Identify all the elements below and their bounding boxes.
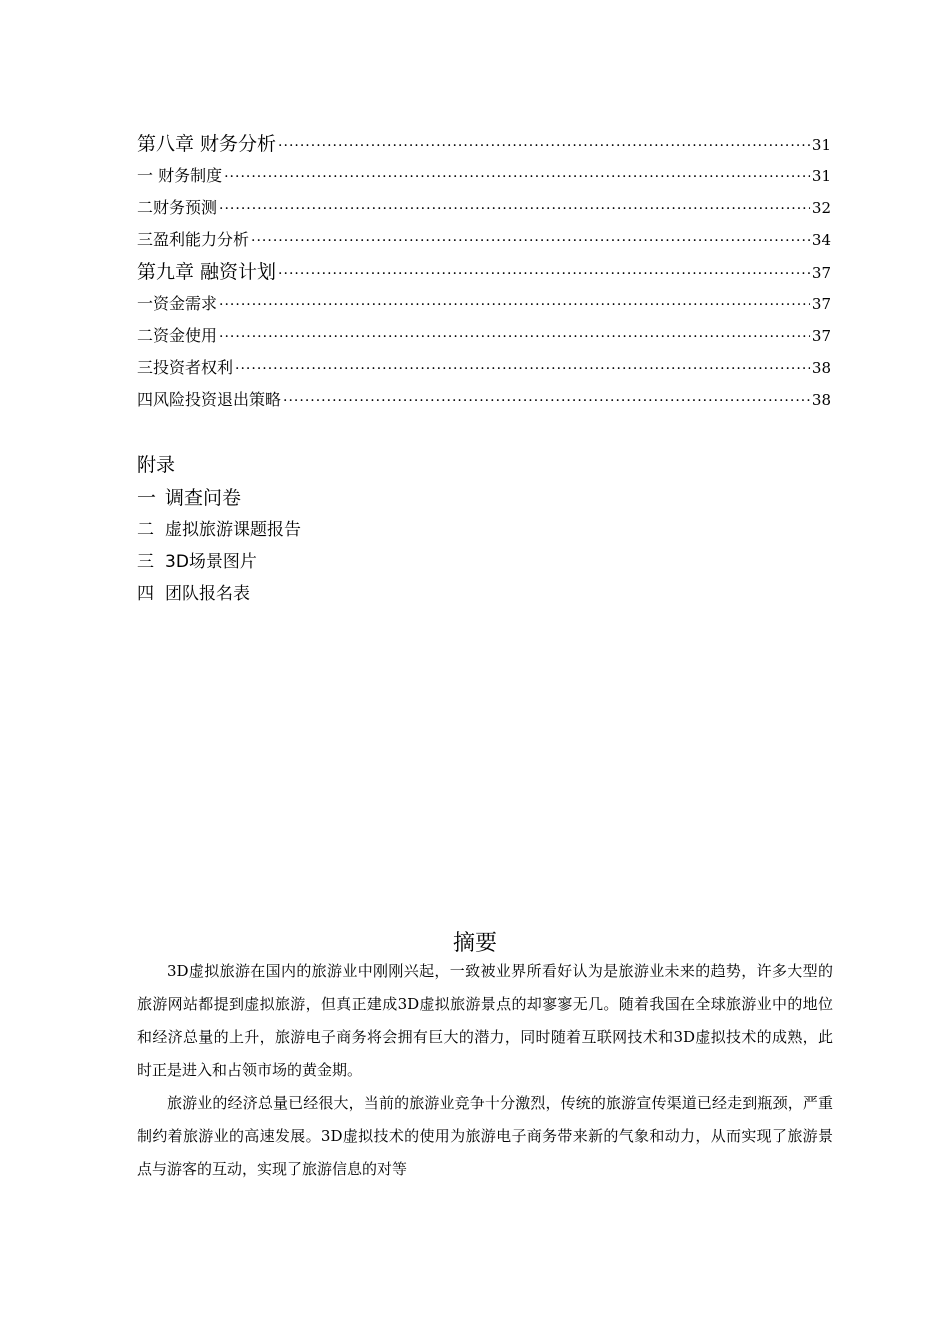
abstract-paragraph: 旅游业的经济总量已经很大，当前的旅游业竞争十分激烈，传统的旅游宣传渠道已经走到瓶颈，严重制约着旅游业的高速发展。3D虚拟技术的使用为旅游电子商务带来新的气象和动力，从而实现了旅游景点与游客的互动，实现了旅游信息的对等 [137,1094,833,1178]
toc-entry[interactable] [137,288,831,320]
appendix-item[interactable] [137,546,301,578]
appendix-item[interactable] [137,514,301,546]
toc-entry-page: 31 [811,167,831,185]
toc-entry[interactable] [137,160,831,192]
toc-entry[interactable] [137,320,831,352]
abstract-body [137,955,833,1186]
abstract-title: 摘要 [452,931,497,957]
toc-entry-title: 三盈利能力分析 [137,230,250,249]
toc-entry-page: 37 [811,264,831,282]
toc-leader-dots [235,353,810,384]
appendix-item-label: 调查问卷 [165,487,242,509]
appendix-item[interactable] [137,482,301,514]
toc-entry[interactable] [137,224,831,256]
abstract-paragraph: 3D虚拟旅游在国内的旅游业中刚刚兴起，一致被业界所看好认为是旅游业未来的趋势，许多大型的旅游网站都提到虚拟旅游，但真正建成3D虚拟旅游景点的却寥寥无几。随着我国在全球旅游业中的地位和经济总量的上升，旅游电子商务将会拥有巨大的潜力，同时随着互联网技术和3D虚拟技术的成熟，此时正是进入和占领市场的黄金期。 [137,962,833,1079]
toc-entry-title: 四风险投资退出策略 [137,390,282,409]
toc-entry-page: 31 [811,136,831,154]
toc-entry-title: 二财务预测 [137,198,218,217]
toc-entry-page: 38 [811,359,831,377]
toc-leader-dots [219,193,810,224]
toc-entry-title: 第八章 财务分析 [137,133,277,155]
toc-entry-page: 37 [811,327,831,345]
appendix-item[interactable] [137,578,301,610]
toc-leader-dots [251,225,810,256]
appendix-item-number: 三 [137,552,154,572]
appendix-item-number: 二 [137,520,154,540]
toc-entry[interactable] [137,384,831,416]
table-of-contents [137,128,831,416]
toc-entry-title: 一 财务制度 [137,166,223,185]
toc-leader-dots [278,258,810,288]
toc-entry-page: 32 [811,199,831,217]
toc-leader-dots [224,161,810,192]
toc-leader-dots [219,321,810,352]
toc-entry-title: 一资金需求 [137,294,218,313]
toc-entry[interactable] [137,256,831,288]
toc-entry[interactable] [137,192,831,224]
toc-entry-page: 38 [811,391,831,409]
toc-entry-page: 34 [811,231,831,249]
appendix-item-label: 团队报名表 [165,584,250,604]
appendix-section [137,450,301,610]
toc-entry[interactable] [137,128,831,160]
toc-entry-page: 37 [811,295,831,313]
appendix-item-number: 一 [137,487,157,509]
appendix-item-label: 3D场景图片 [165,552,257,572]
appendix-item-number: 四 [137,584,154,604]
toc-entry-title: 二资金使用 [137,326,218,345]
appendix-item-label: 虚拟旅游课题报告 [165,520,301,540]
toc-leader-dots [219,289,810,320]
toc-entry-title: 第九章 融资计划 [137,261,277,283]
toc-leader-dots [283,385,810,416]
toc-leader-dots [278,130,810,160]
toc-entry-title: 三投资者权利 [137,358,234,377]
toc-entry[interactable] [137,352,831,384]
appendix-heading: 附录 [137,454,176,476]
